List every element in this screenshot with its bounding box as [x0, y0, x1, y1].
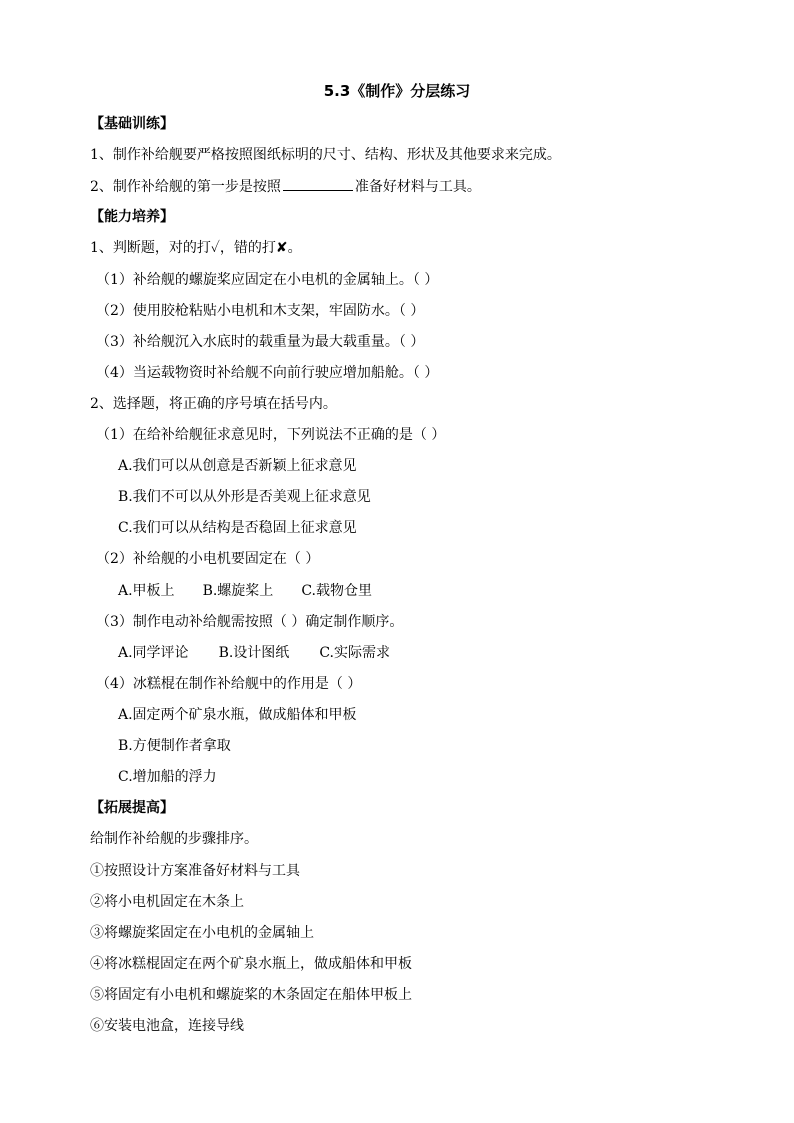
- judge-item-1: （1）补给舰的螺旋桨应固定在小电机的金属轴上。（ ）: [96, 272, 439, 288]
- choice-q1-option-a: A.我们可以从创意是否新颖上征求意见: [118, 458, 357, 474]
- judge-item-3: （3）补给舰沉入水底时的载重量为最大载重量。（ ）: [96, 334, 425, 350]
- choice-q4-option-a: A.固定两个矿泉水瓶，做成船体和甲板: [118, 707, 357, 723]
- choice-q4-stem: （4）冰糕棍在制作补给舰中的作用是（ ）: [96, 676, 362, 692]
- section-ability-heading: 【能力培养】: [90, 209, 174, 225]
- basic-question-2-before: 2、制作补给舰的第一步是按照: [90, 179, 281, 195]
- extend-step-6: ⑥安装电池盒，连接导线: [90, 1018, 244, 1034]
- choice-q4-option-c: C.增加船的浮力: [118, 769, 217, 785]
- answer-blank[interactable]: [283, 176, 353, 191]
- extend-step-2: ②将小电机固定在木条上: [90, 894, 244, 910]
- choice-q3-options: [118, 643, 390, 663]
- choice-q3-option-c: C.实际需求: [319, 645, 390, 661]
- choice-q4-option-b: B.方便制作者拿取: [118, 738, 231, 754]
- judge-item-2: （2）使用胶枪粘贴小电机和木支架，牢固防水。（ ）: [96, 303, 425, 319]
- basic-question-2-after: 准备好材料与工具。: [354, 179, 481, 195]
- choice-q1-option-b: B.我们不可以从外形是否美观上征求意见: [118, 489, 371, 505]
- judge-heading: 1、判断题，对的打✓，错的打✘。: [90, 240, 302, 256]
- choice-q2-option-c: C.载物仓里: [301, 583, 372, 599]
- choice-heading: 2、选择题，将正确的序号填在括号内。: [90, 396, 337, 412]
- extend-step-1: ①按照设计方案准备好材料与工具: [90, 863, 300, 879]
- choice-q1-stem: （1）在给补给舰征求意见时，下列说法不正确的是（ ）: [96, 427, 446, 443]
- section-extend-heading: 【拓展提高】: [90, 800, 174, 816]
- section-basic-heading: 【基础训练】: [90, 116, 174, 132]
- judge-item-4: （4）当运载物资时补给舰不向前行驶应增加船舱。（ ）: [96, 365, 439, 381]
- extend-step-4: ④将冰糕棍固定在两个矿泉水瓶上，做成船体和甲板: [90, 956, 412, 972]
- extend-step-3: ③将螺旋桨固定在小电机的金属轴上: [90, 925, 314, 941]
- extend-step-5: ⑤将固定有小电机和螺旋桨的木条固定在船体甲板上: [90, 987, 412, 1003]
- choice-q2-option-b: B.螺旋桨上: [202, 583, 274, 599]
- choice-q1-option-c: C.我们可以从结构是否稳固上征求意见: [118, 520, 357, 536]
- choice-q2-options: [118, 581, 372, 601]
- basic-question-1: 1、制作补给舰要严格按照图纸标明的尺寸、结构、形状及其他要求来完成。: [90, 147, 561, 163]
- choice-q3-option-a: A.同学评论: [118, 645, 189, 661]
- extend-heading: 给制作补给舰的步骤排序。: [90, 831, 258, 847]
- choice-q2-stem: （2）补给舰的小电机要固定在（ ）: [96, 551, 320, 567]
- choice-q2-option-a: A.甲板上: [118, 583, 175, 599]
- choice-q3-option-b: B.设计图纸: [218, 645, 290, 661]
- basic-question-2: [90, 176, 481, 197]
- page-title: 5.3《制作》分层练习: [323, 82, 471, 100]
- choice-q3-stem: （3）制作电动补给舰需按照（ ）确定制作顺序。: [96, 614, 404, 630]
